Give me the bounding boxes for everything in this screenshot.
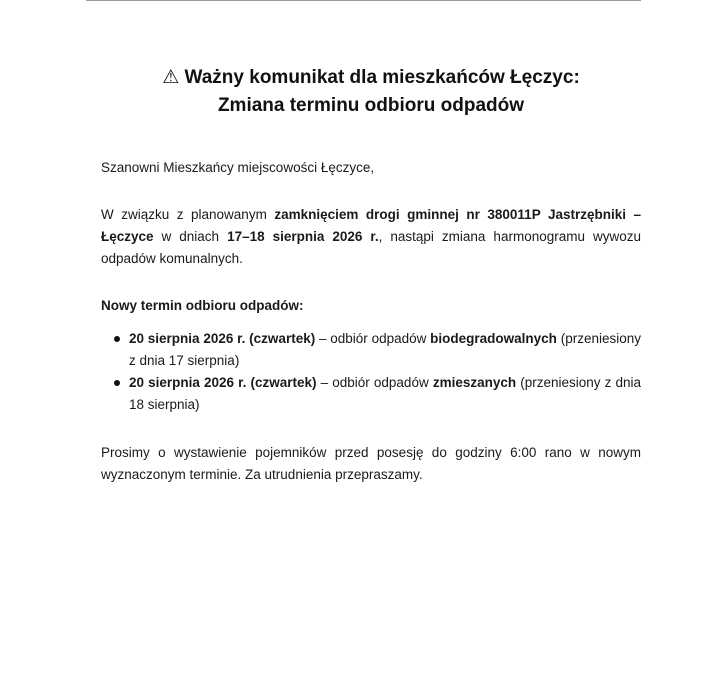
page-title: [101, 64, 641, 120]
intro-paragraph: [101, 204, 641, 270]
intro-text-3: , nastąpi zmiana harmonogramu wywozu odpadów komunalnych.: [101, 229, 641, 266]
schedule-date: 20 sierpnia 2026 r. (czwartek): [129, 331, 316, 346]
top-page-rule: [86, 0, 641, 1]
schedule-text: – odbiór odpadów: [316, 375, 433, 390]
list-item: [101, 372, 641, 416]
schedule-waste-type: biodegradowalnych: [430, 331, 557, 346]
title-line-2: Zmiana terminu odbioru odpadów: [217, 95, 525, 116]
intro-dates: 17–18 sierpnia 2026 r.: [227, 229, 379, 244]
intro-text-1: W związku z planowanym: [101, 207, 275, 222]
closing-paragraph: Prosimy o wystawienie pojemników przed posesję do godziny 6:00 rano w nowym wyznaczonym terminie. Za utrudnienia przepraszamy.: [101, 445, 641, 482]
greeting-text: Szanowni Mieszkańcy miejscowości Łęczyce,: [101, 160, 375, 175]
list-item: [101, 328, 641, 372]
schedule-date: 20 sierpnia 2026 r. (czwartek): [129, 375, 317, 390]
intro-road-closure: zamknięciem drogi gminnej nr 380011P Jastrzębniki – Łęczyce: [101, 207, 641, 244]
intro-text-2: w dniach: [153, 229, 228, 244]
document-page: [101, 64, 641, 486]
schedule-note: (przeniesiony z dnia 18 sierpnia): [129, 375, 641, 412]
schedule-list: [101, 328, 641, 416]
bullet-icon: [114, 336, 120, 342]
schedule-heading: Nowy termin odbioru odpadów:: [101, 298, 304, 313]
schedule-note: (przeniesiony z dnia 17 sierpnia): [129, 331, 642, 368]
bullet-icon: [114, 380, 120, 386]
title-line-1: ⚠ Ważny komunikat dla mieszkańców Łęczyc:: [162, 67, 580, 88]
schedule-waste-type: zmieszanych: [432, 375, 517, 390]
schedule-text: – odbiór odpadów: [315, 331, 431, 346]
